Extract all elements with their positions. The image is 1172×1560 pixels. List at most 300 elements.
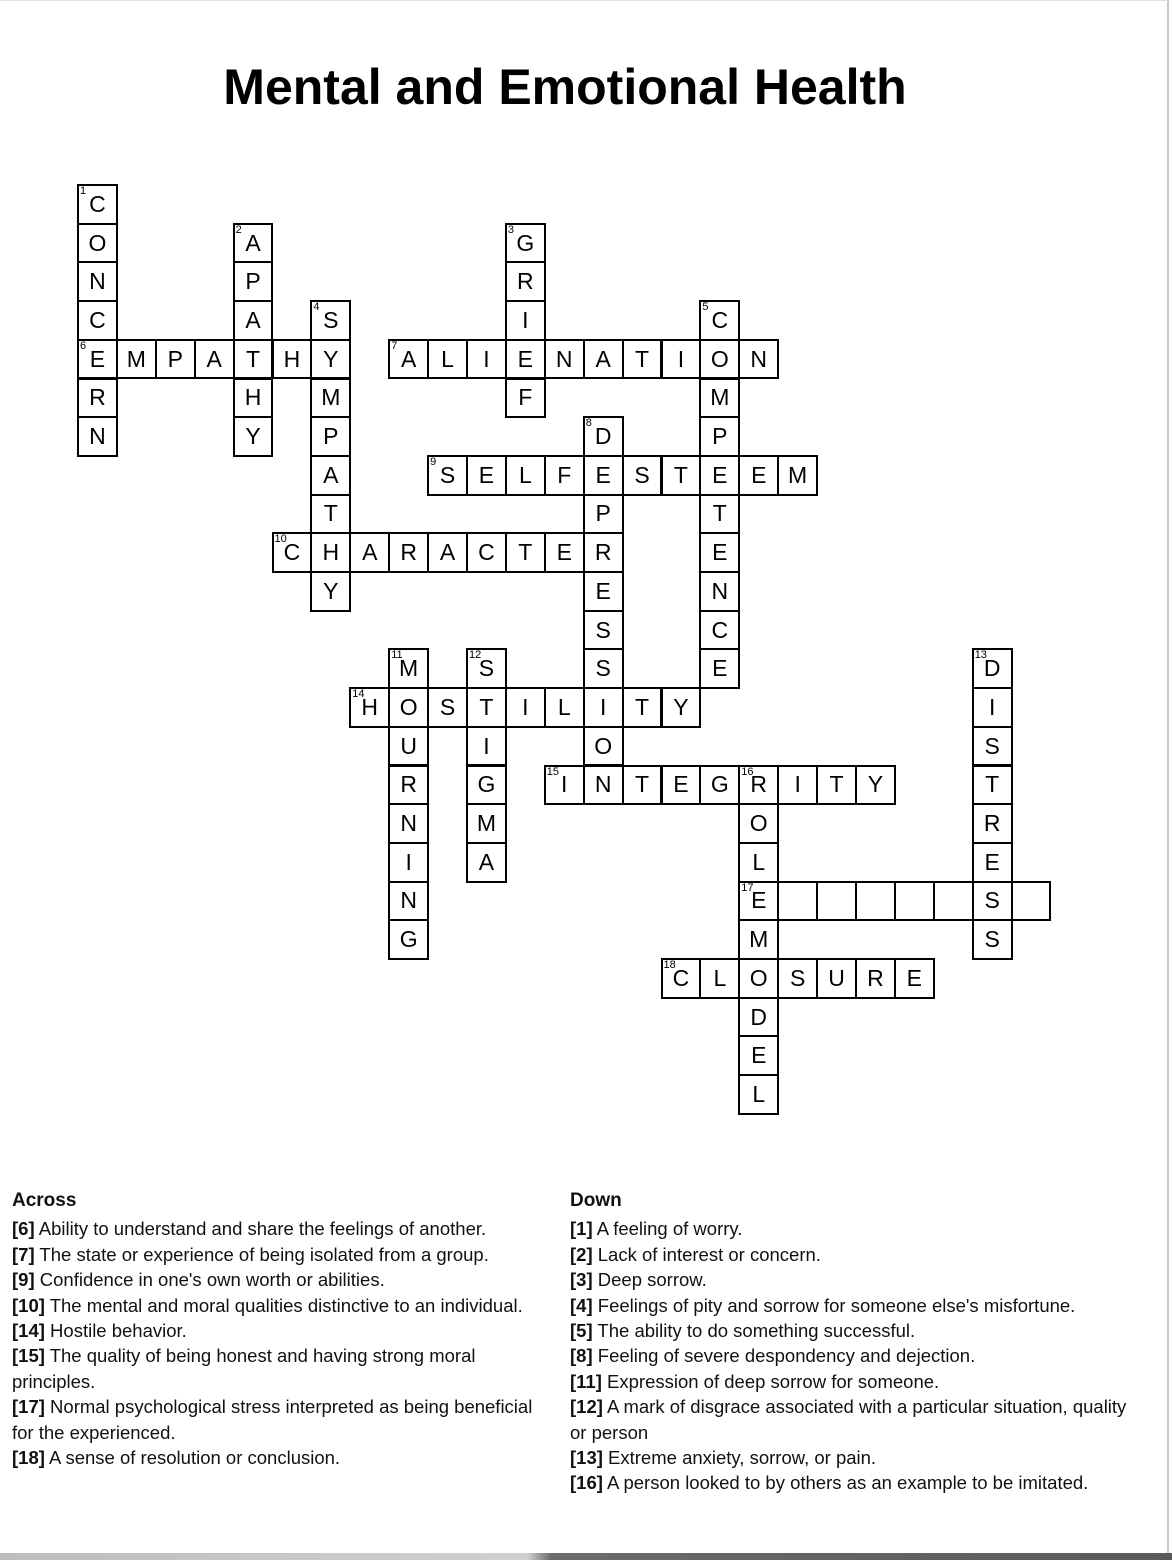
crossword-cell[interactable]: [388, 726, 429, 767]
crossword-cell[interactable]: [699, 958, 740, 999]
down-clue: [570, 1293, 1130, 1318]
cell-letter: T: [323, 500, 338, 527]
across-clues: [12, 1188, 537, 1470]
crossword-cell[interactable]: [272, 532, 313, 573]
cell-letter: D: [594, 423, 612, 450]
crossword-cell[interactable]: [738, 881, 779, 922]
down-clue: [570, 1394, 1130, 1445]
clue-text: Normal psychological stress interpreted as being beneficial for the experienced.: [12, 1396, 533, 1443]
cell-letter: C: [478, 539, 495, 566]
crossword-cell[interactable]: [310, 300, 351, 341]
crossword-cell[interactable]: [505, 261, 546, 302]
crossword-cell[interactable]: [972, 765, 1013, 806]
crossword-cell[interactable]: [233, 261, 274, 302]
across-clue: [12, 1318, 537, 1343]
cell-letter: M: [476, 810, 497, 837]
cell-letter: T: [673, 461, 688, 488]
cell-letter: E: [478, 461, 495, 488]
crossword-cell[interactable]: [77, 300, 118, 341]
across-heading: Across: [12, 1190, 77, 1211]
crossword-cell[interactable]: [349, 687, 390, 728]
clue-number: 2: [235, 223, 242, 236]
crossword-cell[interactable]: [972, 919, 1013, 960]
crossword-cell[interactable]: [233, 339, 274, 380]
crossword-cell[interactable]: [388, 532, 429, 573]
across-clue: [12, 1394, 537, 1445]
crossword-cell[interactable]: [233, 300, 274, 341]
crossword-cell[interactable]: [699, 494, 740, 535]
crossword-cell[interactable]: [233, 416, 274, 457]
cell-letter: Y: [867, 771, 884, 798]
cell-letter: H: [244, 384, 262, 411]
crossword-cell[interactable]: [699, 378, 740, 419]
crossword-cell[interactable]: [427, 532, 468, 573]
cell-letter: M: [749, 926, 769, 953]
clue-text: A mark of disgrace associated with a particular situation, quality or person: [570, 1396, 1127, 1443]
bottom-edge: [0, 1553, 1172, 1560]
cell-letter: N: [555, 345, 573, 372]
crossword-cell[interactable]: [622, 339, 663, 380]
cell-letter: G: [477, 771, 496, 798]
clue-text: Lack of interest or concern.: [592, 1243, 821, 1265]
cell-letter: E: [595, 577, 611, 604]
crossword-cell[interactable]: [738, 997, 779, 1038]
clue-number-label: [17]: [12, 1396, 45, 1418]
crossword-cell[interactable]: [505, 300, 546, 341]
crossword-cell[interactable]: [388, 648, 429, 689]
cell-letter: [896, 883, 933, 920]
clue-text: The state or experience of being isolated from a group.: [34, 1243, 489, 1265]
cell-letter: S: [984, 732, 1000, 759]
cell-letter: C: [672, 964, 690, 991]
crossword-cell[interactable]: [466, 455, 507, 496]
clue-text: Hostile behavior.: [44, 1320, 187, 1342]
cell-letter: N: [750, 345, 768, 372]
crossword-cell[interactable]: [699, 571, 740, 612]
cell-letter: N: [711, 577, 729, 604]
cell-letter: M: [788, 461, 808, 488]
cell-letter: T: [985, 771, 1000, 798]
crossword-cell[interactable]: [972, 726, 1013, 767]
cell-letter: I: [794, 771, 801, 798]
cell-letter: S: [789, 964, 806, 991]
clue-number-label: [15]: [12, 1345, 45, 1367]
crossword-cell[interactable]: [505, 339, 546, 380]
cell-letter: I: [522, 693, 529, 720]
clue-number-label: [1]: [570, 1218, 593, 1240]
crossword-cell[interactable]: [466, 339, 507, 380]
crossword-cell[interactable]: [77, 223, 118, 264]
clue-text: Deep sorrow.: [592, 1269, 707, 1291]
crossword-cell[interactable]: [77, 339, 118, 380]
cell-letter: R: [517, 268, 534, 295]
crossword-cell[interactable]: [855, 958, 896, 999]
cell-letter: O: [594, 732, 613, 759]
cell-letter: S: [439, 461, 456, 488]
clue-number-label: [4]: [570, 1294, 593, 1316]
crossword-cell[interactable]: [738, 1035, 779, 1076]
cell-letter: I: [522, 306, 529, 333]
cell-letter: E: [906, 964, 922, 991]
cell-letter: P: [595, 500, 611, 527]
crossword-cell[interactable]: [583, 765, 624, 806]
crossword-cell[interactable]: [583, 687, 624, 728]
crossword-cell[interactable]: [466, 842, 507, 883]
crossword-cell[interactable]: [233, 223, 274, 264]
clue-number-label: [18]: [12, 1447, 45, 1469]
crossword-cell[interactable]: [738, 339, 779, 380]
clue-number: 10: [274, 533, 287, 546]
clue-text: Confidence in one's own worth or abilities.: [34, 1269, 385, 1291]
crossword-cell[interactable]: [661, 455, 702, 496]
crossword-cell[interactable]: [816, 881, 857, 922]
clue-number: 6: [80, 339, 87, 352]
crossword-cell[interactable]: [699, 455, 740, 496]
clue-number: 9: [430, 455, 437, 468]
clue-number: 5: [702, 301, 709, 314]
crossword-cell[interactable]: [310, 532, 351, 573]
cell-letter: R: [89, 384, 106, 411]
across-clue: [12, 1267, 537, 1292]
across-clue: [12, 1343, 537, 1394]
cell-letter: A: [362, 539, 378, 566]
cell-letter: M: [399, 655, 419, 682]
cell-letter: O: [710, 345, 729, 372]
crossword-cell[interactable]: [388, 919, 429, 960]
clue-number-label: [10]: [12, 1294, 45, 1316]
crossword-cell[interactable]: [816, 765, 857, 806]
cell-letter: R: [400, 539, 417, 566]
crossword-cell[interactable]: [738, 842, 779, 883]
clue-number: 16: [741, 765, 754, 778]
clue-number: 12: [469, 649, 482, 662]
clue-number-label: [2]: [570, 1243, 593, 1265]
crossword-cell[interactable]: [894, 881, 935, 922]
crossword-cell[interactable]: [544, 339, 585, 380]
crossword-cell[interactable]: [622, 687, 663, 728]
cell-letter: S: [478, 655, 495, 682]
crossword-cell[interactable]: [427, 687, 468, 728]
crossword-cell[interactable]: [661, 765, 702, 806]
crossword-cell[interactable]: [699, 339, 740, 380]
clue-number: 11: [391, 649, 403, 662]
cell-letter: Y: [323, 345, 339, 372]
crossword-cell[interactable]: [777, 958, 818, 999]
clue-text: Ability to understand and share the feelings of another.: [34, 1218, 487, 1240]
cell-letter: M: [126, 345, 146, 372]
page-title: Mental and Emotional Health: [223, 59, 907, 115]
clue-number-label: [8]: [570, 1345, 593, 1367]
crossword-cell[interactable]: [583, 648, 624, 689]
crossword-cell[interactable]: [388, 339, 429, 380]
clue-number: 17: [741, 881, 754, 894]
clue-text: The mental and moral qualities distinctive to an individual.: [44, 1294, 523, 1316]
crossword-cell[interactable]: [349, 532, 390, 573]
down-clue: [570, 1242, 1130, 1267]
crossword-cell[interactable]: [894, 958, 935, 999]
cell-letter: C: [711, 306, 729, 333]
cell-letter: E: [673, 771, 689, 798]
cell-letter: S: [595, 655, 611, 682]
crossword-cell[interactable]: [972, 687, 1013, 728]
cell-letter: N: [89, 268, 106, 295]
crossword-cell[interactable]: [1011, 881, 1052, 922]
down-clue: [570, 1445, 1130, 1470]
down-clue: [570, 1343, 1130, 1368]
cell-letter: U: [400, 732, 417, 759]
cell-letter: T: [635, 345, 650, 372]
cell-letter: I: [405, 848, 412, 875]
crossword-cell[interactable]: [116, 339, 157, 380]
down-clue-list: [570, 1216, 1130, 1495]
cell-letter: S: [984, 887, 1000, 914]
crossword-cell[interactable]: [194, 339, 235, 380]
crossword-cell[interactable]: [505, 378, 546, 419]
crossword-cell[interactable]: [972, 803, 1013, 844]
crossword-cell[interactable]: [505, 455, 546, 496]
crossword-cell[interactable]: [738, 958, 779, 999]
cell-letter: N: [89, 423, 106, 450]
cell-letter: A: [245, 306, 261, 333]
crossword-cell[interactable]: [738, 1074, 779, 1115]
crossword-cell[interactable]: [388, 687, 429, 728]
clue-text: Expression of deep sorrow for someone.: [601, 1370, 940, 1392]
crossword-cell[interactable]: [310, 416, 351, 457]
cell-letter: D: [983, 655, 1001, 682]
cell-letter: P: [167, 345, 183, 372]
crossword-cell[interactable]: [777, 765, 818, 806]
crossword-cell[interactable]: [466, 765, 507, 806]
cell-letter: E: [712, 655, 728, 682]
crossword-cell[interactable]: [466, 648, 507, 689]
crossword-cell[interactable]: [699, 416, 740, 457]
cell-letter: T: [635, 771, 650, 798]
cell-letter: E: [595, 461, 611, 488]
crossword-cell[interactable]: [816, 958, 857, 999]
crossword-cell[interactable]: [466, 726, 507, 767]
cell-letter: A: [400, 345, 417, 372]
crossword-cell[interactable]: [933, 881, 974, 922]
crossword-cell[interactable]: [427, 455, 468, 496]
cell-letter: E: [517, 345, 533, 372]
cell-letter: [818, 883, 855, 920]
crossword-cell[interactable]: [583, 726, 624, 767]
cell-letter: E: [751, 461, 767, 488]
crossword-cell[interactable]: [661, 958, 702, 999]
crossword-cell[interactable]: [699, 765, 740, 806]
cell-letter: E: [556, 539, 572, 566]
crossword-cell[interactable]: [583, 610, 624, 651]
cell-letter: L: [713, 964, 727, 991]
crossword-cell[interactable]: [855, 765, 896, 806]
crossword-cell[interactable]: [466, 532, 507, 573]
cell-letter: F: [557, 461, 572, 488]
cell-letter: M: [710, 384, 730, 411]
crossword-cell[interactable]: [583, 571, 624, 612]
crossword-cell[interactable]: [310, 455, 351, 496]
crossword-cell[interactable]: [972, 842, 1013, 883]
cell-letter: T: [829, 771, 844, 798]
cell-letter: C: [283, 539, 301, 566]
crossword-cell[interactable]: [388, 881, 429, 922]
crossword-cell[interactable]: [77, 416, 118, 457]
clue-number: 13: [974, 649, 987, 662]
cell-letter: T: [518, 539, 533, 566]
crossword-cell[interactable]: [388, 842, 429, 883]
down-clue: [570, 1318, 1130, 1343]
crossword-cell[interactable]: [777, 881, 818, 922]
cell-letter: H: [361, 693, 379, 720]
cell-letter: L: [518, 461, 532, 488]
cell-letter: T: [712, 500, 727, 527]
cell-letter: F: [518, 384, 533, 411]
cell-letter: P: [323, 423, 339, 450]
clue-number: 8: [585, 417, 592, 430]
cell-letter: L: [441, 345, 454, 372]
crossword-cell[interactable]: [661, 339, 702, 380]
clue-number-label: [12]: [570, 1396, 603, 1418]
cell-letter: E: [89, 345, 106, 372]
cell-letter: H: [322, 539, 340, 566]
cell-letter: E: [751, 1042, 767, 1069]
cell-letter: Y: [245, 423, 261, 450]
cell-letter: O: [399, 693, 418, 720]
crossword-cell[interactable]: [583, 339, 624, 380]
crossword-cell[interactable]: [544, 687, 585, 728]
crossword-cell[interactable]: [622, 455, 663, 496]
cell-letter: S: [439, 693, 456, 720]
cell-letter: H: [283, 345, 301, 372]
down-clue: [570, 1369, 1130, 1394]
clue-text: Extreme anxiety, sorrow, or pain.: [602, 1447, 877, 1469]
crossword-cell[interactable]: [738, 455, 779, 496]
cell-letter: D: [750, 1003, 768, 1030]
clue-number-label: [14]: [12, 1320, 45, 1342]
crossword-cell[interactable]: [310, 494, 351, 535]
crossword-cell[interactable]: [855, 881, 896, 922]
crossword-cell[interactable]: [622, 765, 663, 806]
clue-text: Feeling of severe despondency and dejection.: [592, 1345, 976, 1367]
crossword-cell[interactable]: [699, 532, 740, 573]
cell-letter: C: [89, 190, 106, 217]
crossword-cell[interactable]: [77, 184, 118, 225]
crossword-cell[interactable]: [388, 803, 429, 844]
cell-letter: T: [635, 693, 650, 720]
cell-letter: T: [479, 693, 494, 720]
crossword-cell[interactable]: [466, 687, 507, 728]
cell-letter: R: [400, 771, 417, 798]
crossword-cell[interactable]: [505, 687, 546, 728]
crossword-cell[interactable]: [310, 571, 351, 612]
cell-letter: E: [751, 887, 767, 914]
crossword-cell[interactable]: [233, 378, 274, 419]
crossword-cell[interactable]: [544, 532, 585, 573]
crossword-cell[interactable]: [77, 261, 118, 302]
across-clue: [12, 1445, 537, 1470]
crossword-cell[interactable]: [544, 765, 585, 806]
crossword-cell[interactable]: [972, 648, 1013, 689]
cell-letter: C: [89, 306, 106, 333]
cell-letter: A: [323, 461, 339, 488]
clue-number: 18: [663, 959, 676, 971]
cell-letter: N: [400, 810, 417, 837]
crossword-cell[interactable]: [583, 532, 624, 573]
crossword-cell[interactable]: [77, 378, 118, 419]
crossword-cell[interactable]: [661, 687, 702, 728]
clue-text: Feelings of pity and sorrow for someone else's misfortune.: [592, 1294, 1076, 1316]
cell-letter: S: [984, 926, 1000, 953]
cell-letter: N: [400, 887, 417, 914]
crossword-cell[interactable]: [972, 881, 1013, 922]
cell-letter: P: [712, 423, 728, 450]
crossword-cell[interactable]: [505, 532, 546, 573]
cell-letter: A: [439, 539, 456, 566]
cell-letter: U: [828, 964, 845, 991]
across-clue: [12, 1242, 537, 1267]
crossword-cell[interactable]: [699, 610, 740, 651]
clue-number-label: [3]: [570, 1269, 593, 1291]
clue-number-label: [9]: [12, 1269, 35, 1291]
down-clue: [570, 1216, 1130, 1241]
cell-letter: Y: [673, 693, 689, 720]
crossword-cell[interactable]: [699, 648, 740, 689]
crossword-cell[interactable]: [544, 455, 585, 496]
crossword-cell[interactable]: [272, 339, 313, 380]
cell-letter: A: [245, 229, 261, 256]
crossword-cell[interactable]: [583, 455, 624, 496]
crossword-cell[interactable]: [738, 803, 779, 844]
cell-letter: I: [561, 771, 568, 798]
down-clue: [570, 1470, 1130, 1495]
crossword-cell[interactable]: [310, 339, 351, 380]
cell-letter: Y: [323, 577, 339, 604]
cell-letter: N: [594, 771, 612, 798]
crossword-cell[interactable]: [427, 339, 468, 380]
down-clues: [570, 1188, 1130, 1496]
crossword-cell[interactable]: [505, 223, 546, 264]
cell-letter: I: [599, 693, 607, 720]
across-clue-list: [12, 1216, 537, 1470]
crossword-cell[interactable]: [466, 803, 507, 844]
crossword-cell[interactable]: [310, 378, 351, 419]
cell-letter: M: [321, 384, 341, 411]
cell-letter: T: [246, 345, 261, 372]
crossword-cell[interactable]: [738, 919, 779, 960]
cell-letter: O: [749, 810, 768, 837]
cell-letter: S: [634, 461, 650, 488]
clue-text: A sense of resolution or conclusion.: [44, 1447, 341, 1469]
crossword-cell[interactable]: [777, 455, 818, 496]
clue-number: 3: [507, 223, 515, 236]
clue-text: The quality of being honest and having strong moral principles.: [12, 1345, 476, 1392]
clue-text: A feeling of worry.: [592, 1218, 743, 1240]
crossword-cell[interactable]: [388, 765, 429, 806]
crossword-cell[interactable]: [155, 339, 196, 380]
cell-letter: A: [478, 848, 495, 875]
crossword-cell[interactable]: [583, 416, 624, 457]
clue-number: 7: [391, 339, 398, 352]
cell-letter: R: [750, 771, 768, 798]
cell-letter: C: [711, 616, 729, 643]
crossword-cell[interactable]: [738, 765, 779, 806]
crossword-cell[interactable]: [583, 494, 624, 535]
cell-letter: G: [399, 926, 418, 953]
cell-letter: [857, 883, 894, 920]
clue-number: 1: [80, 185, 87, 197]
crossword-cell[interactable]: [699, 300, 740, 341]
cell-letter: L: [752, 1080, 766, 1107]
clue-number-label: [5]: [570, 1320, 593, 1342]
